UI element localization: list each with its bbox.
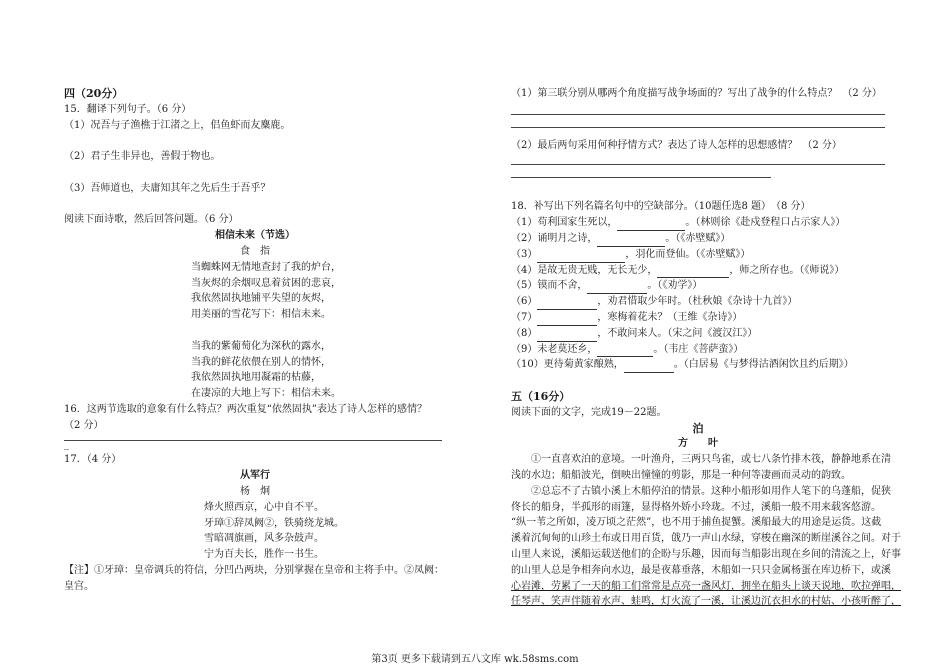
blank-field[interactable] <box>597 237 665 247</box>
poem-line: 牙璋①辞凤阙②，铁骑绕龙城。 <box>204 517 344 529</box>
question-17: 17．（4 分） <box>64 454 122 466</box>
blank-field[interactable] <box>597 347 653 357</box>
essay-line: 的山里人总是争相奔向水边，最是夜幕垂落，木船如一只只金属杨蛋在库边桥下，或溪 <box>511 564 891 576</box>
fill-blank-item: （9）未老莫还乡， 。（韦庄《菩萨蛮》） <box>511 342 885 358</box>
poem-line: 我依然固执地铺平失望的灰烬， <box>191 293 331 305</box>
section-5-intro: 阅读下面的文字，完成19－22题。 <box>511 406 667 418</box>
fill-blank-item: （2）诵明月之诗， 。（《赤壁赋》） <box>511 231 885 247</box>
essay-author: 方 叶 <box>678 438 718 450</box>
fill-blank-item: （7） ，寒梅着花未？（王维《杂诗》） <box>511 310 885 326</box>
poem-2-title: 从军行 <box>240 470 270 482</box>
poem-intro: 阅读下面诗歌，然后回答问题。（6 分） <box>64 214 239 226</box>
answer-line[interactable] <box>511 114 885 115</box>
essay-line: 浅的水边；船船波光，倒映出憧憧的剪影，那是一种何等凄画而灵动的韵致。 <box>511 469 851 481</box>
blank-field[interactable] <box>624 363 674 373</box>
fill-blank-item: （6） ，劝君惜取少年时。（杜秋娘《杂诗十九首》） <box>511 294 885 310</box>
blank-field[interactable] <box>537 300 597 310</box>
page-footer: 第3页 更多下载请到五八文库 wk.58sms.com <box>371 654 579 665</box>
poem-line: 当我的鲜花依偎在别人的情怀， <box>191 356 331 368</box>
question-18-items <box>511 215 885 373</box>
poem-1-title: 相信未来（节选） <box>215 230 295 242</box>
essay-line: 佟长的船身，半孤形的雨篷，显得格外娇小玲珑。不过，溪船一般不用来载客悠游。 <box>511 501 881 513</box>
question-15-item-2: （2）君子生非异也，善假于物也。 <box>64 151 221 163</box>
poem-note: 【注】①牙璋：皇帝调兵的符信，分凹凸两块，分别掌握在皇帝和主将手中。②凤阙： <box>64 564 444 576</box>
essay-title: 泊 <box>692 421 704 435</box>
right-column <box>511 86 901 610</box>
blank-field[interactable] <box>537 332 597 342</box>
essay-line-underlined: 心岩滩，劳累了一天的船工们常常是点亮一盏风灯，拥坐在船头上谈天说地，吹拉弹唱， <box>511 580 901 592</box>
fill-blank-item: （10）更待菊黄家酿熟， 。（白居易《与梦得沽酒闲饮且约后期》） <box>511 357 885 373</box>
poem-2-body <box>64 500 446 563</box>
fill-blank-item: （1）苟利国家生死以， 。（林则徐《赴戍登程口占示家人》） <box>511 215 885 231</box>
poem-line: 当蜘蛛网无情地查封了我的炉台， <box>191 261 341 273</box>
fill-blank-item: （4）是故无贵无贱，无长无少， ，师之所存也。（《师说》） <box>511 263 885 279</box>
poem-line: 在凄凉的大地上写下：相信未来。 <box>191 388 341 400</box>
blank-field[interactable] <box>617 221 685 231</box>
section-4-title: 四（20分） <box>64 87 124 100</box>
question-18: 18．补写出下列名篇名句中的空缺部分。（10题任选8 题） （8 分） <box>511 201 811 213</box>
essay-line: 溪着沉甸甸的山珍土布或日用百货，戗乃一声山水绿，穿梭在幽深的断崖溪谷之间。对于 <box>511 533 901 545</box>
fill-blank-item: （8） ，不敢问来人。（宋之问《渡汉江》） <box>511 326 885 342</box>
question-17-2: （2）最后两句采用何种抒情方式？表达了诗人怎样的思想感情？ （2 分） <box>511 139 842 151</box>
poem-line: 用美丽的雪花写下：相信未来。 <box>191 309 331 321</box>
question-17-1: （1）第三联分别从哪两个角度描写战争场面的？写出了战争的什么特点？ （2 分） <box>511 88 882 99</box>
essay-line: “纵一苇之所如，凌万顷之茫然”，也不用于捕鱼捉蟹。溪船最大的用途是运货。这截 <box>511 517 882 529</box>
question-15: 15．翻译下列句子。（6 分） <box>64 103 192 115</box>
fill-blank-item: （5）镆而不舍， 。（《劝学》） <box>511 278 885 294</box>
blank-field[interactable] <box>537 253 625 263</box>
poem-line: 当灰烬的余烟叹息着贫困的悲哀， <box>191 277 341 289</box>
poem-2-author: 杨 炯 <box>240 485 270 497</box>
question-16-score: （2 分） <box>64 419 104 431</box>
section-5-title: 五（16分） <box>511 389 571 403</box>
question-15-item-1: （1）况吾与子渔樵于江渚之上，侣鱼虾而友麋鹿。 <box>64 119 291 131</box>
left-column <box>64 86 446 595</box>
poem-note-cont: 皇宫。 <box>64 580 94 592</box>
answer-line[interactable] <box>511 127 885 128</box>
poem-line: 雪暗凋旗画，风多杂鼓声。 <box>204 533 324 545</box>
poem-line: 我依然固执地用凝霜的枯藤， <box>191 372 321 384</box>
essay-line: 山里人来说，溪船运载送他们的企盼与乐趣，因而每当船影出现在乡间的清流之上，好事 <box>511 548 901 560</box>
poem-line: 宁为百夫长，胜作一书生。 <box>204 549 324 561</box>
poem-line: 当我的紫葡萄化为深秋的露水， <box>191 340 331 352</box>
answer-line-tail: _ <box>64 438 69 450</box>
fill-blank-item: （3） ，羽化而登仙。（《赤壁赋》） <box>511 247 885 263</box>
answer-line[interactable] <box>511 164 885 165</box>
blank-field[interactable] <box>587 284 647 294</box>
essay-line: ②总忘不了古镇小溪上木船停泊的情景。这种小船形如用作人笔下的乌蓬船，促狭 <box>531 485 891 497</box>
blank-field[interactable] <box>537 316 597 326</box>
question-15-item-3: （3）吾师道也，夫庸知其年之先后生于吾乎？ <box>64 182 271 194</box>
poem-line: 烽火照西京，心中自不平。 <box>204 501 324 513</box>
poem-line <box>191 323 446 339</box>
poem-1-body <box>64 260 446 402</box>
blank-field[interactable] <box>657 268 729 278</box>
essay-line: ①一直喜欢泊的意境。一叶渔舟，三两只鸟雀，或七八条竹排木筏，静静地系在清 <box>531 454 891 466</box>
essay-body <box>511 452 901 610</box>
poem-1-author: 食 指 <box>240 245 270 257</box>
question-16: 16．这两节选取的意象有什么特点？两次重复“依然固执”表达了诗人怎样的感情？ <box>64 403 427 415</box>
essay-line-underlined: 任琴声、笑声伴随着水声、蛙鸣，灯火流了一溪，让溪边沉衣担水的村姑、小孩听醉了， <box>511 596 901 608</box>
